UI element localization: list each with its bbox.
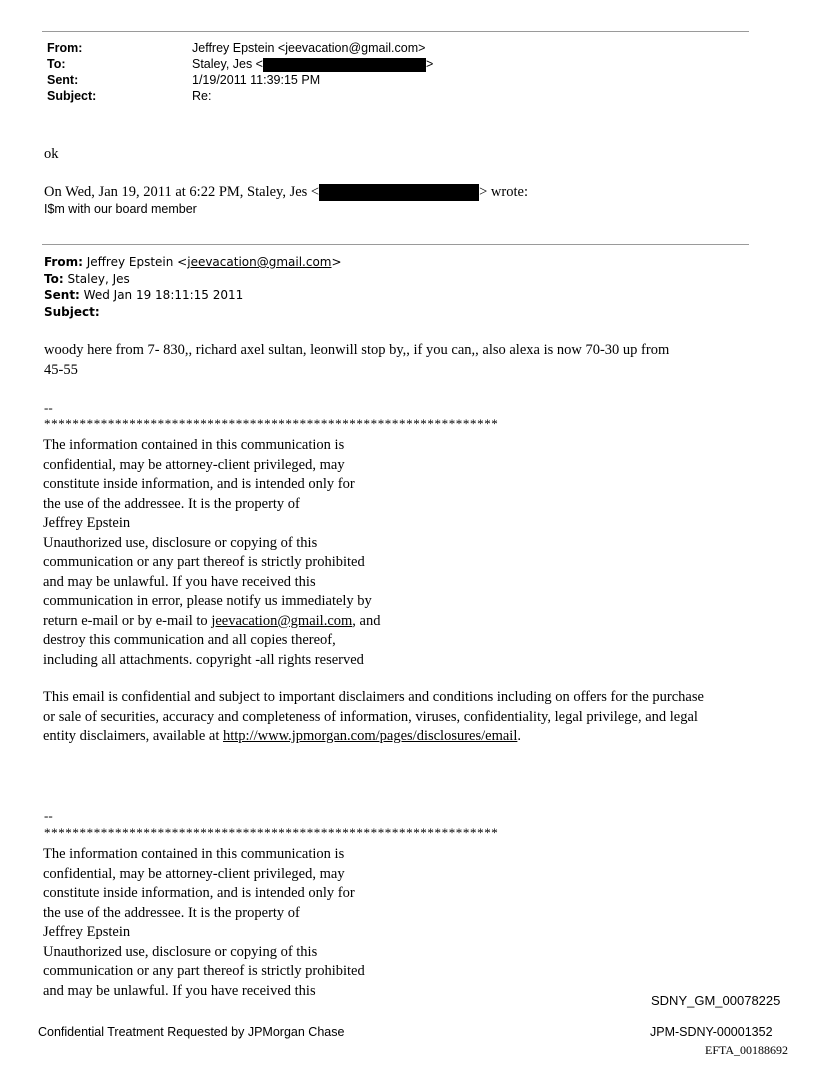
quote-intro-suffix: > wrote: [479,184,528,200]
bates-number-jpm: JPM-SDNY-00001352 [650,1025,773,1039]
from-label: From: [47,41,83,55]
sent-value: 1/19/2011 11:39:15 PM [192,73,321,87]
disclaimer-line: Jeffrey Epstein [43,924,131,940]
from-value: Jeffrey Epstein <jeevacation@gmail.com> [192,41,426,55]
confidential-footer: Confidential Treatment Requested by JPMorgan Chase [38,1025,345,1039]
redaction-box [319,184,479,201]
jpm-disclosures-link[interactable]: http://www.jpmorgan.com/pages/disclosures/email [222,728,518,744]
disclaimer-line: including all attachments. copyright -all rights reserved [43,651,364,668]
disclaimer-line: constitute inside information, and is intended only for [43,476,355,492]
disclaimer-email-suffix: , and [352,612,381,629]
disclaimer-line: The information contained in this communication is [43,846,345,862]
disclaimer-line: and may be unlawful. If you have received this [43,982,316,999]
disclaimer-email-line [43,612,380,632]
stars-separator: **************************************************************** [44,416,499,431]
disclaimer-line: confidential, may be attorney-client privileged, may [43,456,345,473]
top-divider [42,31,749,32]
disclaimer-line: communication or any part thereof is strictly prohibited [43,554,365,570]
quote-intro-prefix: On Wed, Jan 19, 2011 at 6:22 PM, Staley, Jes < [44,184,320,200]
inner-subject-row [44,304,342,321]
disclaimer-line: Unauthorized use, disclosure or copying of this [43,534,318,551]
disclaimer-email-prefix: return e-mail or by e-mail to [43,612,212,629]
to-suffix: > [425,57,434,71]
subject-value: Re: [192,89,212,103]
email-header [47,40,433,104]
disclaimer-block-2 [43,845,365,1001]
quote-intro [44,183,528,203]
inner-from-label: From: [44,255,83,269]
inner-sent-label: Sent: [44,288,80,302]
inner-to-value: Staley, Jes [63,271,130,286]
disclaimer-line: communication or any part thereof is strictly prohibited [43,963,365,979]
efta-number: EFTA_00188692 [705,1043,789,1057]
stars-separator: **************************************************************** [44,825,499,840]
sig-dashes: -- [44,400,53,415]
inner-body-line: 45-55 [44,361,78,378]
bates-number-gm: SDNY_GM_00078225 [651,993,781,1008]
to-prefix: Staley, Jes < [192,57,263,71]
jpm-disclaimer-line: This email is confidential and subject to important disclaimers and conditions including on offers for the purchase [43,689,704,705]
disclaimer-line: the use of the addressee. It is the property of [43,904,300,921]
disclaimer-email-link[interactable]: jeevacation@gmail.com [211,612,353,629]
disclaimer-line: confidential, may be attorney-client privileged, may [43,865,345,882]
inner-sent-value: Wed Jan 19 18:11:15 2011 [79,288,244,302]
sig-dashes: -- [44,808,53,823]
inner-from-row [44,254,342,271]
disclaimer-line: the use of the addressee. It is the property of [43,495,300,512]
jpm-disclaimer-prefix: entity disclaimers, available at [43,728,223,744]
disclaimer-block-1 [43,436,380,670]
inner-email-header [44,254,342,320]
inner-to-row [44,271,342,288]
inner-body [44,341,669,380]
quote-divider [42,244,749,245]
inner-subject-label: Subject: [44,304,100,319]
redaction-box [263,58,426,72]
disclaimer-line: Unauthorized use, disclosure or copying of this [43,943,318,960]
subject-label: Subject: [47,89,97,103]
to-label: To: [47,57,66,71]
inner-from-close: > [331,255,342,269]
jpm-disclaimer-suffix: . [517,728,521,744]
inner-to-label: To: [44,271,64,286]
jpm-disclaimer-line: or sale of securities, accuracy and completeness of information, viruses, confidentiality, legal privilege, and legal [43,708,698,725]
to-value [192,56,433,72]
disclaimer-line: destroy this communication and all copies thereof, [43,632,336,648]
inner-from-email-link[interactable]: jeevacation@gmail.com [187,255,332,269]
inner-body-line: woody here from 7- 830,, richard axel sultan, leonwill stop by,, if you can,, also alexa is now 70-30 up from [44,342,670,358]
sent-label: Sent: [47,73,79,87]
reply-body: ok [44,146,59,162]
disclaimer-line: and may be unlawful. If you have received this [43,573,316,590]
disclaimer-line: The information contained in this communication is [43,437,345,453]
quote-line: I$m with our board member [44,202,197,216]
disclaimer-line: communication in error, please notify us immediately by [43,593,372,609]
disclaimer-line: constitute inside information, and is intended only for [43,885,355,901]
inner-from-name: Jeffrey Epstein < [82,255,188,269]
jpm-disclaimer [43,688,704,747]
jpm-disclaimer-line [43,727,704,747]
disclaimer-line: Jeffrey Epstein [43,515,131,531]
inner-sent-row [44,287,342,304]
